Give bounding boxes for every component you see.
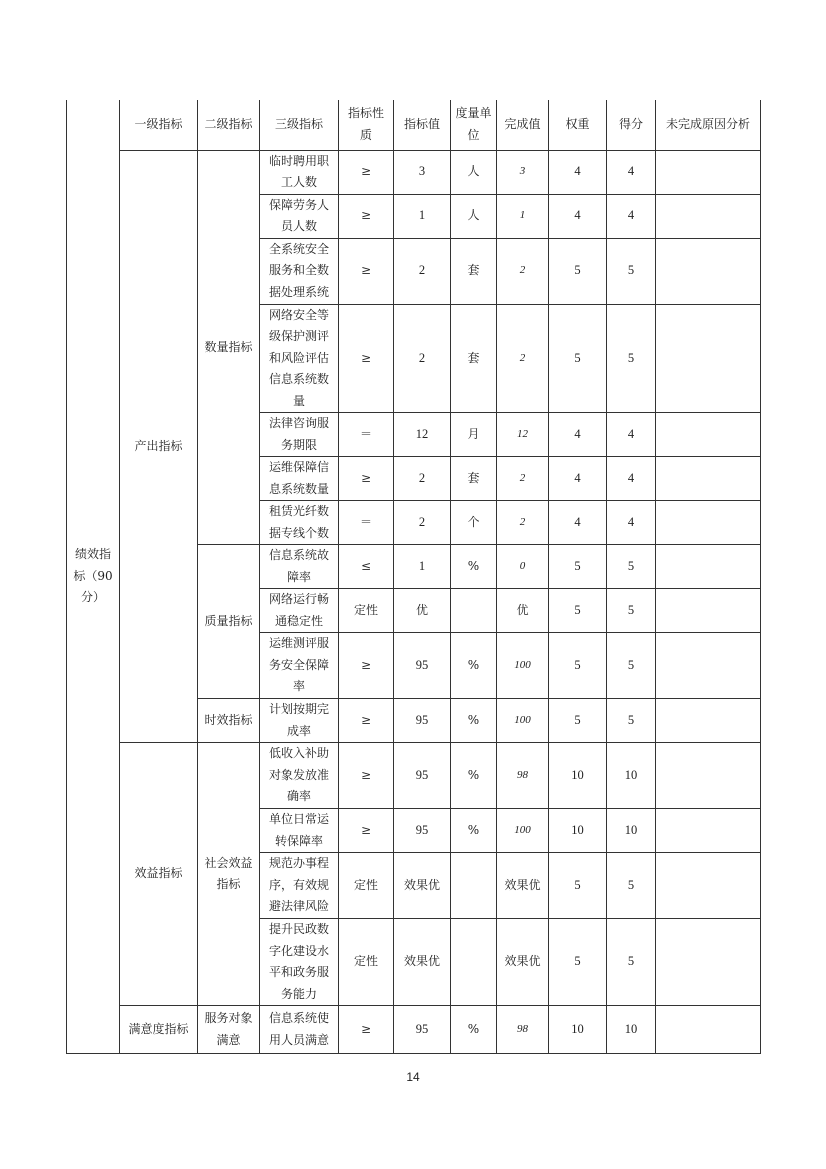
indicator-nature: ＝ <box>339 501 394 545</box>
page-number: 14 <box>406 1070 420 1084</box>
section-label: 绩效指标（90分） <box>67 100 120 1054</box>
header-nature: 指标性质 <box>339 100 394 150</box>
indicator-target: 2 <box>394 304 451 413</box>
table-row <box>67 1006 761 1054</box>
indicator-reason <box>656 501 761 545</box>
indicator-nature: ≥ <box>339 304 394 413</box>
indicator-reason <box>656 304 761 413</box>
indicator-weight: 4 <box>549 501 607 545</box>
indicator-weight: 5 <box>549 853 607 919</box>
indicator-actual: 2 <box>497 457 549 501</box>
indicator-name: 全系统安全服务和全数据处理系统 <box>260 238 339 304</box>
indicator-actual: 优 <box>497 589 549 633</box>
indicator-unit: 套 <box>451 304 497 413</box>
indicator-score: 4 <box>607 457 656 501</box>
indicator-unit: % <box>451 809 497 853</box>
group-output: 产出指标 <box>120 150 198 743</box>
indicator-name: 计划按期完成率 <box>260 699 339 743</box>
indicator-reason <box>656 853 761 919</box>
indicator-name: 临时聘用职工人数 <box>260 150 339 194</box>
indicator-weight: 5 <box>549 238 607 304</box>
indicator-nature: ≥ <box>339 633 394 699</box>
indicator-target: 95 <box>394 743 451 809</box>
indicator-unit: 人 <box>451 150 497 194</box>
indicator-nature: ≥ <box>339 1006 394 1054</box>
indicator-name: 租赁光纤数据专线个数 <box>260 501 339 545</box>
indicator-target: 1 <box>394 194 451 238</box>
group-benefit: 效益指标 <box>120 743 198 1006</box>
indicator-name: 规范办事程序，有效规避法律风险 <box>260 853 339 919</box>
indicator-nature: 定性 <box>339 919 394 1006</box>
indicator-reason <box>656 1006 761 1054</box>
indicator-nature: ≥ <box>339 150 394 194</box>
indicator-name: 单位日常运转保障率 <box>260 809 339 853</box>
group-service: 服务对象满意 <box>198 1006 260 1054</box>
indicator-target: 2 <box>394 457 451 501</box>
indicator-reason <box>656 633 761 699</box>
indicator-score: 5 <box>607 304 656 413</box>
indicator-nature: ≥ <box>339 457 394 501</box>
indicator-unit: % <box>451 1006 497 1054</box>
indicator-reason <box>656 545 761 589</box>
indicator-score: 10 <box>607 1006 656 1054</box>
indicator-actual: 100 <box>497 699 549 743</box>
indicator-name: 信息系统使用人员满意 <box>260 1006 339 1054</box>
indicator-weight: 10 <box>549 743 607 809</box>
indicator-reason <box>656 194 761 238</box>
performance-indicator-table <box>66 100 761 1054</box>
group-social: 社会效益指标 <box>198 743 260 1006</box>
indicator-target: 3 <box>394 150 451 194</box>
header-unit: 度量单位 <box>451 100 497 150</box>
header-level3: 三级指标 <box>260 100 339 150</box>
indicator-reason <box>656 589 761 633</box>
header-target: 指标值 <box>394 100 451 150</box>
indicator-actual: 2 <box>497 501 549 545</box>
indicator-unit: 人 <box>451 194 497 238</box>
indicator-weight: 5 <box>549 304 607 413</box>
indicator-score: 5 <box>607 589 656 633</box>
indicator-score: 4 <box>607 413 656 457</box>
indicator-score: 5 <box>607 853 656 919</box>
indicator-target: 95 <box>394 699 451 743</box>
indicator-unit: % <box>451 743 497 809</box>
indicator-target: 2 <box>394 501 451 545</box>
indicator-actual: 2 <box>497 304 549 413</box>
indicator-name: 网络运行畅通稳定性 <box>260 589 339 633</box>
header-reason: 未完成原因分析 <box>656 100 761 150</box>
indicator-nature: ≤ <box>339 545 394 589</box>
indicator-weight: 4 <box>549 194 607 238</box>
indicator-reason <box>656 413 761 457</box>
indicator-target: 2 <box>394 238 451 304</box>
indicator-weight: 4 <box>549 457 607 501</box>
group-timeliness: 时效指标 <box>198 699 260 743</box>
indicator-score: 5 <box>607 919 656 1006</box>
indicator-nature: 定性 <box>339 853 394 919</box>
indicator-score: 5 <box>607 699 656 743</box>
header-score: 得分 <box>607 100 656 150</box>
header-row <box>67 100 761 150</box>
indicator-target: 95 <box>394 1006 451 1054</box>
indicator-actual: 12 <box>497 413 549 457</box>
indicator-reason <box>656 457 761 501</box>
group-quality: 质量指标 <box>198 545 260 699</box>
header-level2: 二级指标 <box>198 100 260 150</box>
indicator-weight: 10 <box>549 809 607 853</box>
indicator-name: 低收入补助对象发放准确率 <box>260 743 339 809</box>
indicator-weight: 4 <box>549 413 607 457</box>
indicator-unit: % <box>451 699 497 743</box>
indicator-score: 4 <box>607 150 656 194</box>
indicator-unit: % <box>451 545 497 589</box>
indicator-reason <box>656 699 761 743</box>
indicator-score: 5 <box>607 545 656 589</box>
indicator-score: 5 <box>607 238 656 304</box>
indicator-name: 网络安全等级保护测评和风险评估信息系统数量 <box>260 304 339 413</box>
indicator-reason <box>656 238 761 304</box>
indicator-score: 5 <box>607 633 656 699</box>
indicator-reason <box>656 809 761 853</box>
indicator-name: 保障劳务人员人数 <box>260 194 339 238</box>
indicator-unit <box>451 853 497 919</box>
indicator-unit: 套 <box>451 457 497 501</box>
indicator-target: 95 <box>394 809 451 853</box>
indicator-nature: 定性 <box>339 589 394 633</box>
indicator-nature: ＝ <box>339 413 394 457</box>
indicator-actual: 效果优 <box>497 919 549 1006</box>
indicator-name: 运维保障信息系统数量 <box>260 457 339 501</box>
indicator-target: 效果优 <box>394 853 451 919</box>
indicator-weight: 5 <box>549 699 607 743</box>
indicator-unit: 个 <box>451 501 497 545</box>
indicator-unit <box>451 919 497 1006</box>
table-row <box>67 150 761 194</box>
indicator-weight: 10 <box>549 1006 607 1054</box>
indicator-actual: 0 <box>497 545 549 589</box>
indicator-reason <box>656 919 761 1006</box>
indicator-unit <box>451 589 497 633</box>
header-level1: 一级指标 <box>120 100 198 150</box>
indicator-score: 4 <box>607 501 656 545</box>
header-actual: 完成值 <box>497 100 549 150</box>
indicator-weight: 4 <box>549 150 607 194</box>
indicator-score: 10 <box>607 743 656 809</box>
indicator-nature: ≥ <box>339 194 394 238</box>
header-weight: 权重 <box>549 100 607 150</box>
indicator-unit: 月 <box>451 413 497 457</box>
indicator-nature: ≥ <box>339 809 394 853</box>
indicator-name: 法律咨询服务期限 <box>260 413 339 457</box>
indicator-weight: 5 <box>549 545 607 589</box>
indicator-reason <box>656 150 761 194</box>
indicator-actual: 100 <box>497 809 549 853</box>
indicator-actual: 98 <box>497 1006 549 1054</box>
indicator-score: 4 <box>607 194 656 238</box>
indicator-name: 运维测评服务安全保障率 <box>260 633 339 699</box>
indicator-weight: 5 <box>549 919 607 1006</box>
indicator-actual: 效果优 <box>497 853 549 919</box>
group-quantity: 数量指标 <box>198 150 260 545</box>
indicator-target: 12 <box>394 413 451 457</box>
indicator-score: 10 <box>607 809 656 853</box>
indicator-unit: % <box>451 633 497 699</box>
indicator-actual: 100 <box>497 633 549 699</box>
indicator-nature: ≥ <box>339 743 394 809</box>
indicator-actual: 2 <box>497 238 549 304</box>
indicator-name: 信息系统故障率 <box>260 545 339 589</box>
indicator-nature: ≥ <box>339 699 394 743</box>
indicator-name: 提升民政数字化建设水平和政务服务能力 <box>260 919 339 1006</box>
indicator-actual: 98 <box>497 743 549 809</box>
indicator-target: 1 <box>394 545 451 589</box>
indicator-reason <box>656 743 761 809</box>
group-satisfaction: 满意度指标 <box>120 1006 198 1054</box>
indicator-target: 优 <box>394 589 451 633</box>
indicator-actual: 3 <box>497 150 549 194</box>
indicator-nature: ≥ <box>339 238 394 304</box>
indicator-unit: 套 <box>451 238 497 304</box>
indicator-target: 95 <box>394 633 451 699</box>
indicator-weight: 5 <box>549 633 607 699</box>
indicator-actual: 1 <box>497 194 549 238</box>
table-row <box>67 743 761 809</box>
indicator-weight: 5 <box>549 589 607 633</box>
indicator-target: 效果优 <box>394 919 451 1006</box>
